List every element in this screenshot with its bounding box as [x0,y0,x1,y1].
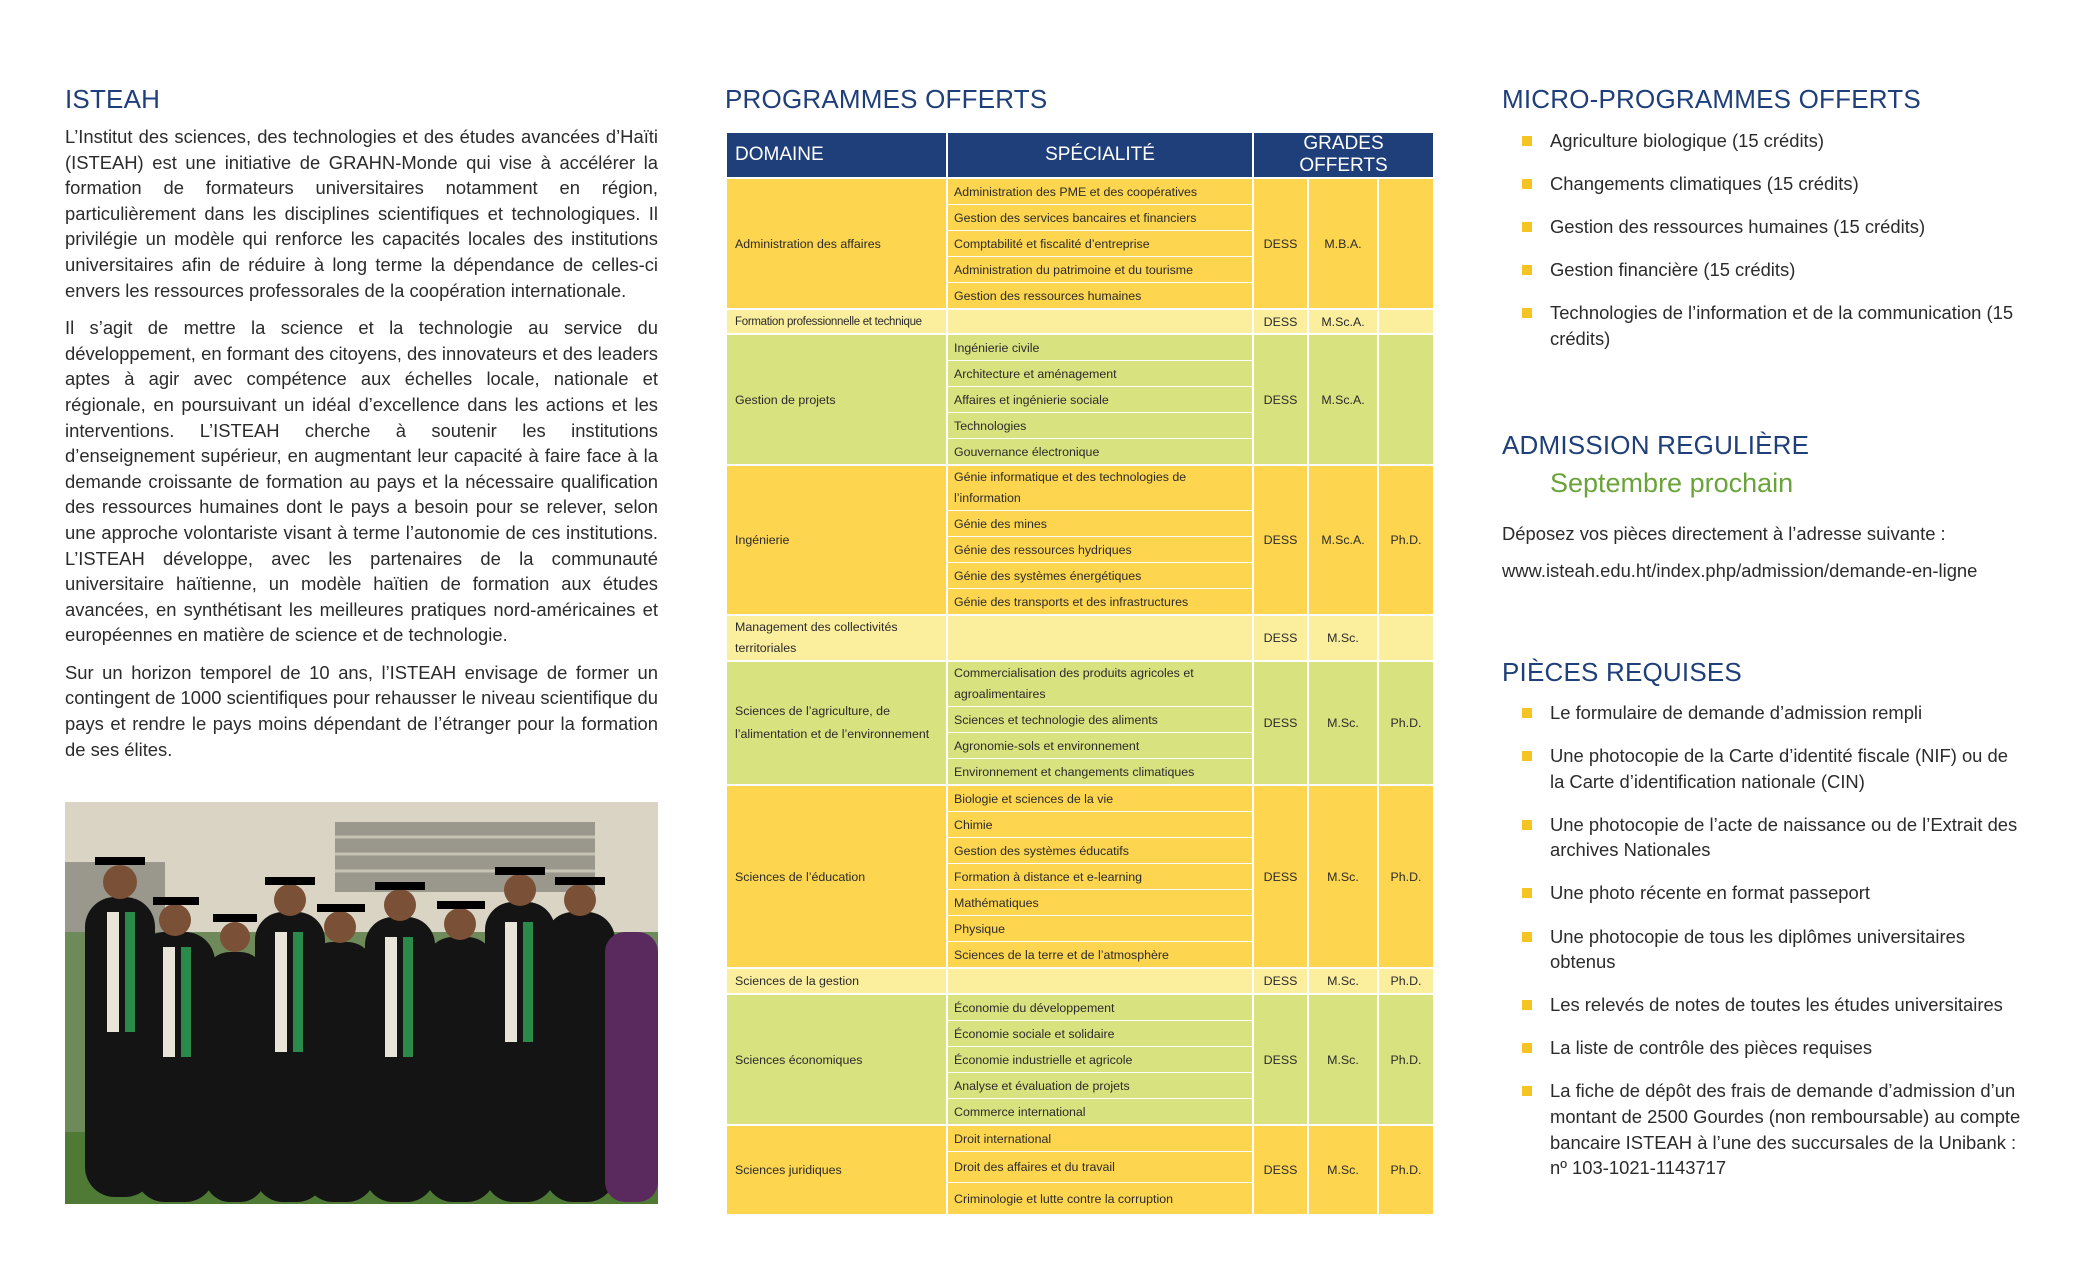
list-item: Une photocopie de tous les diplômes universitaires obtenus [1522,924,2022,975]
table-row [726,785,1434,968]
specialite-item: Sciences de la terre et de l’atmosphère [954,947,1169,962]
grade-dess: DESS [1253,968,1308,994]
list-item: Une photocopie de la Carte d’identité fiscale (NIF) ou de la Carte d’identification nationale (CIN) [1522,743,2022,794]
specialite-item: Génie des systèmes énergétiques [948,563,1252,589]
graduates-photo-illustration [65,802,658,1204]
list-item: Changements climatiques (15 crédits) [1522,171,2022,197]
intro-paragraph: Il s’agit de mettre la science et la technologie au service du développement, en formant des citoyens, des innovateurs et des leaders aptes à agir avec compétence aux échelles locale, nationale et régionale, en poursuivant un idéal d’excellence dans les actions et les interventions. L’ISTEAH cherche à soutenir les institutions d’enseignement supérieur, en augmentant leur capacité à faire face à la demande croissante de formation au pays et la nécessaire qualification des ressources humaines dont le pays a besoin pour se relever, selon une approche volontariste visant à terme l’autonomie de ces institutions. L’ISTEAH développe, avec les partenaires de la communauté universitaire haïtienne, un modèle haïtien de formation aux études avancées, en synthétisant les meilleures pratiques nord-américaines et européennes en matière de science et de technologie. [65,317,658,646]
header-grades: GRADES OFFERTS [1253,132,1434,178]
specialite-cell [947,178,1253,309]
list-item: Agriculture biologique (15 crédits) [1522,128,2022,154]
grade-master: M.Sc. [1308,785,1378,968]
grade-master: M.Sc.A. [1308,309,1378,334]
specialite-cell [947,615,1253,661]
specialite-item: Gestion des ressources humaines [954,288,1142,303]
specialite-item: Économie industrielle et agricole [948,1047,1252,1073]
specialite-item: Biologie et sciences de la vie [948,786,1252,812]
specialite-item: Environnement et changements climatiques [954,764,1195,779]
specialite-item: Économie du développement [948,995,1252,1021]
intro-text [65,124,658,774]
grade-master: M.Sc. [1308,994,1378,1125]
domaine-cell: Sciences de l’agriculture, de l’alimentation et de l’environnement [726,661,947,785]
table-row [726,615,1434,661]
domaine-cell: Gestion de projets [726,334,947,465]
specialite-item: Administration du patrimoine et du tourisme [948,257,1252,283]
list-item: Les relevés de notes de toutes les études universitaires [1522,992,2022,1018]
table-row [726,661,1434,785]
admission-title: ADMISSION REGULIÈRE [1502,430,1810,460]
graduates-photo [65,802,658,1204]
grade-dess: DESS [1253,465,1308,615]
specialite-item: Administration des PME et des coopératives [948,179,1252,205]
list-item: Le formulaire de demande d’admission rempli [1522,700,2022,726]
table-row [726,178,1434,309]
list-item: Une photo récente en format passeport [1522,880,2022,906]
grade-dess: DESS [1253,1125,1308,1215]
grade-phd: Ph.D. [1378,661,1434,785]
programmes-title: PROGRAMMES OFFERTS [725,84,1048,114]
admission-url[interactable]: www.isteah.edu.ht/index.php/admission/demande-en-ligne [1502,560,1978,581]
specialite-item: Comptabilité et fiscalité d’entreprise [948,231,1252,257]
specialite-cell [947,785,1253,968]
grade-dess: DESS [1253,334,1308,465]
list-item: Une photocopie de l’acte de naissance ou de l’Extrait des archives Nationales [1522,812,2022,863]
list-item: Gestion des ressources humaines (15 crédits) [1522,214,2022,240]
domaine-cell: Management des collectivités territoriales [726,615,947,661]
domaine-cell: Sciences de l’éducation [726,785,947,968]
grade-master: M.Sc. [1308,661,1378,785]
specialite-item: Génie des ressources hydriques [948,537,1252,563]
micro-programmes-list [1522,128,2022,369]
specialite-item: Technologies [948,413,1252,439]
grade-phd [1378,309,1434,334]
table-row [726,465,1434,615]
grade-master: M.Sc. [1308,1125,1378,1215]
grade-phd: Ph.D. [1378,994,1434,1125]
list-item: La liste de contrôle des pièces requises [1522,1035,2022,1061]
isteah-title: ISTEAH [65,84,161,114]
grade-dess: DESS [1253,178,1308,309]
grade-master: M.Sc.A. [1308,334,1378,465]
specialite-item: Mathématiques [948,890,1252,916]
specialite-item: Architecture et aménagement [948,361,1252,387]
grade-phd: Ph.D. [1378,465,1434,615]
table-row [726,994,1434,1125]
micro-programmes-title: MICRO-PROGRAMMES OFFERTS [1502,84,1921,114]
grade-master: M.Sc. [1308,968,1378,994]
specialite-item: Génie informatique et des technologies de l’information [948,466,1252,511]
domaine-cell: Administration des affaires [726,178,947,309]
list-item: Technologies de l’information et de la communication (15 crédits) [1522,300,2022,351]
domaine-cell: Sciences de la gestion [726,968,947,994]
admission-subtitle: Septembre prochain [1550,468,1794,498]
admission-text: Déposez vos pièces directement à l’adresse suivante : [1502,523,1946,544]
table-row [726,309,1434,334]
specialite-cell [947,968,1253,994]
header-domaine: DOMAINE [726,132,947,178]
grade-master: M.Sc.A. [1308,465,1378,615]
specialite-cell [947,334,1253,465]
pieces-title: PIÈCES REQUISES [1502,657,1742,687]
grade-phd: Ph.D. [1378,968,1434,994]
specialite-item: Analyse et évaluation de projets [948,1073,1252,1099]
specialite-item: Commercialisation des produits agricoles et agroalimentaires [948,662,1252,707]
grade-phd [1378,334,1434,465]
header-specialite: SPÉCIALITÉ [947,132,1253,178]
grade-phd [1378,178,1434,309]
specialite-cell [947,1125,1253,1215]
specialite-item: Sciences et technologie des aliments [948,707,1252,733]
specialite-item: Gestion des services bancaires et financiers [948,205,1252,231]
list-item: Gestion financière (15 crédits) [1522,257,2022,283]
domaine-cell: Sciences juridiques [726,1125,947,1215]
domaine-cell: Formation professionnelle et technique [726,309,947,334]
grade-phd: Ph.D. [1378,785,1434,968]
grade-master: M.Sc. [1308,615,1378,661]
table-row [726,334,1434,465]
specialite-cell [947,994,1253,1125]
specialite-item: Chimie [948,812,1252,838]
grade-master: M.B.A. [1308,178,1378,309]
grade-dess: DESS [1253,615,1308,661]
list-item: La fiche de dépôt des frais de demande d’admission d’un montant de 2500 Gourdes (non remboursable) au compte bancaire ISTEAH à l’une des succursales de la Unibank : nº 103-1021-1143717 [1522,1078,2022,1180]
domaine-cell: Ingénierie [726,465,947,615]
specialite-item: Affaires et ingénierie sociale [948,387,1252,413]
table-header-row [726,132,1434,178]
specialite-cell [947,309,1253,334]
programmes-table [725,131,1435,1216]
specialite-item: Génie des mines [948,511,1252,537]
specialite-item: Agronomie-sols et environnement [948,733,1252,759]
specialite-item: Commerce international [954,1104,1086,1119]
grade-phd: Ph.D. [1378,1125,1434,1215]
table-row [726,1125,1434,1215]
specialite-item: Économie sociale et solidaire [948,1021,1252,1047]
intro-paragraph: L’Institut des sciences, des technologies et des études avancées d’Haïti (ISTEAH) est une initiative de GRAHN-Monde qui vise à accélérer la formation de formateurs universitaires notamment en région, particulièrement dans les disciplines scientifiques et technologiques. Il privilégie un modèle qui renforce les capacités locales des institutions universitaires afin de réduire à long terme la dépendance de celles-ci envers les ressources professorales de la coopération internationale. [65,126,658,301]
intro-paragraph: Sur un horizon temporel de 10 ans, l’ISTEAH envisage de former un contingent de 1000 scientifiques pour rehausser le niveau scientifique du pays et rendre le pays moins dépendant de l’étranger pour la formation de ses élites. [65,661,658,760]
table-row [726,968,1434,994]
grade-dess: DESS [1253,661,1308,785]
pieces-list [1522,700,2022,1198]
specialite-cell [947,465,1253,615]
specialite-item: Ingénierie civile [948,335,1252,361]
specialite-item: Criminologie et lutte contre la corruption [954,1191,1174,1206]
grade-dess: DESS [1253,994,1308,1125]
specialite-item: Formation à distance et e-learning [948,864,1252,890]
specialite-item: Gestion des systèmes éducatifs [948,838,1252,864]
specialite-item: Physique [948,916,1252,942]
specialite-item: Génie des transports et des infrastructures [954,594,1189,609]
specialite-item: Gouvernance électronique [954,444,1100,459]
specialite-item: Droit international [948,1126,1252,1152]
specialite-item: Droit des affaires et du travail [948,1152,1252,1183]
domaine-cell: Sciences économiques [726,994,947,1125]
grade-phd [1378,615,1434,661]
grade-dess: DESS [1253,785,1308,968]
specialite-cell [947,661,1253,785]
grade-dess: DESS [1253,309,1308,334]
